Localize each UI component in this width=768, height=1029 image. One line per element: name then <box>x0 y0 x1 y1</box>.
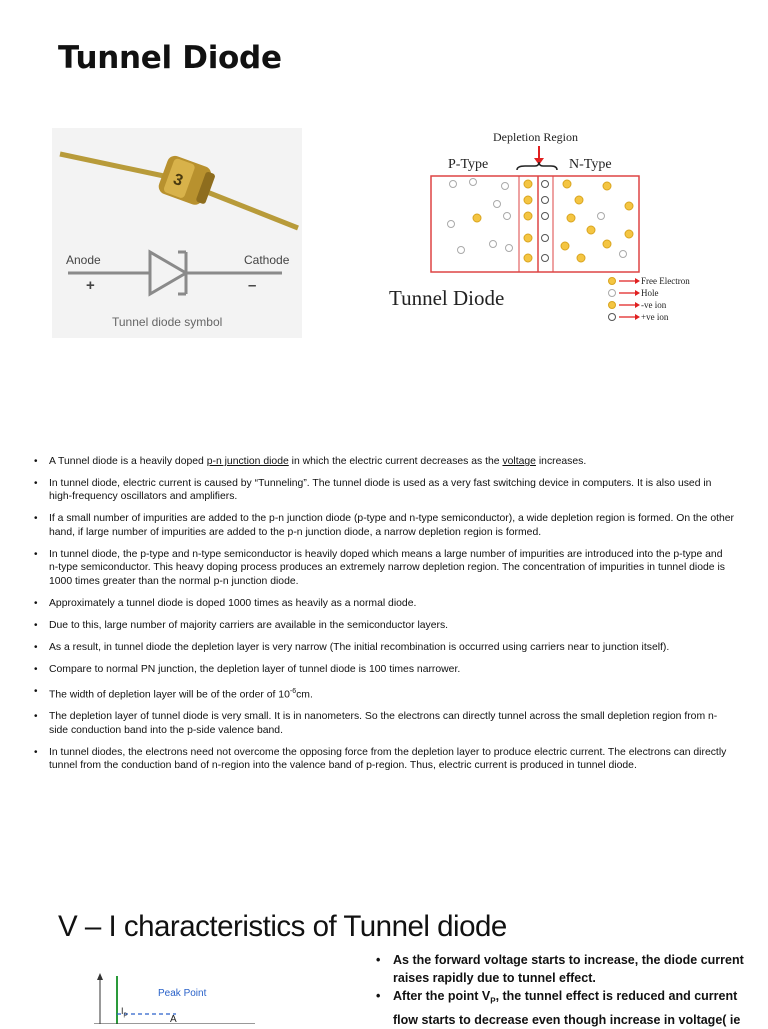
vi-characteristics-list <box>372 951 752 1029</box>
depletion-region-label: Depletion Region <box>493 130 578 144</box>
list-item: • Due to this, large number of majority carriers are available in the semiconductor layers. <box>34 619 734 632</box>
page-title: Tunnel Diode <box>58 40 282 76</box>
diagram-legend <box>609 276 691 322</box>
vi-section-title: V – I characteristics of Tunnel diode <box>58 910 507 943</box>
p-type-label: P-Type <box>448 157 489 172</box>
list-item: • Approximately a tunnel diode is doped 1000 times as heavily as a normal diode. <box>34 597 734 610</box>
cathode-minus: – <box>248 277 257 294</box>
anode-plus: + <box>86 277 95 294</box>
y-axis-arrow <box>97 973 103 980</box>
legend-hole: Hole <box>641 288 659 298</box>
list-item: • If a small number of impurities are added to the p-n junction diode (p-type and n-type semiconductor), a wide depletion region is formed. On the other hand, if large number of impurities are added to the p-n junction diode, a narrow depletion region is formed. <box>34 512 734 539</box>
legend-negative-ion: -ve ion <box>641 300 667 310</box>
list-item: • In tunnel diode, the p-type and n-type semiconductor is heavily doped which means a large number of impurities are introduced into the p-type and n-type semiconductor. This heavy doping process produces an extremely narrow depletion region. The concentration of impurities in tunnel diode is 1000 times greater than the normal p-n junction diode. <box>34 548 734 588</box>
depletion-brace <box>517 162 557 170</box>
point-a-label: A <box>170 1014 177 1024</box>
list-item: • In tunnel diode, electric current is caused by “Tunneling”. The tunnel diode is used as a very fast switching device in computers. It is also used in high-frequency oscillators and amplifiers. <box>34 477 734 504</box>
tunnel-diode-facts <box>34 455 734 781</box>
depletion-diagram <box>385 126 705 326</box>
list-item: • After the point $V_P$, the tunnel effect is reduced and current flow starts to decrease even though increase in voltage( ie <box>372 987 752 1029</box>
symbol-caption: Tunnel diode symbol <box>112 315 223 329</box>
n-type-label: N-Type <box>569 157 612 172</box>
voltage-link[interactable]: voltage <box>502 456 536 467</box>
vi-graph <box>90 970 260 1024</box>
diode-photo-illustration <box>52 128 302 338</box>
diagram-caption: Tunnel Diode <box>389 286 505 310</box>
pn-junction-link[interactable]: p-n junction diode <box>206 456 289 467</box>
peak-point-label: Peak Point <box>158 988 207 999</box>
diode-lead-right <box>202 190 298 228</box>
list-item: • The width of depletion layer will be of the order of $10^{-6}cm$. <box>34 685 734 702</box>
diode-photo-panel <box>52 128 302 338</box>
list-item: • As the forward voltage starts to increase, the diode current raises rapidly due to tunnel effect. <box>372 951 752 987</box>
legend-free-electron: Free Electron <box>641 276 690 286</box>
list-item: • The depletion layer of tunnel diode is very small. It is in nanometers. So the electrons can directly tunnel across the small depletion region from n-side conduction band into the p-side valence band. <box>34 710 734 737</box>
list-item: • Compare to normal PN junction, the depletion layer of tunnel diode is 100 times narrower. <box>34 663 734 676</box>
svg-text:3: 3 <box>170 170 186 190</box>
cathode-label: Cathode <box>244 253 290 267</box>
anode-label: Anode <box>66 253 101 267</box>
list-item: • As a result, in tunnel diode the depletion layer is very narrow (The initial recombination is occurred using carriers near to junction itself). <box>34 641 734 654</box>
ip-label: $I_p$ <box>121 1006 127 1018</box>
list-item: • A Tunnel diode is a heavily doped p-n junction diode in which the electric current decreases as the voltage increases. <box>34 455 734 468</box>
list-item: • In tunnel diodes, the electrons need not overcome the opposing force from the depletion layer to produce electric current. The electrons can directly tunnel from the conduction band of n-region into the valence band of p-region. Thus, electric current is produced in tunnel diode. <box>34 746 734 773</box>
legend-positive-ion: +ve ion <box>641 312 669 322</box>
diode-body <box>156 154 217 209</box>
diode-lead-left <box>60 154 164 176</box>
